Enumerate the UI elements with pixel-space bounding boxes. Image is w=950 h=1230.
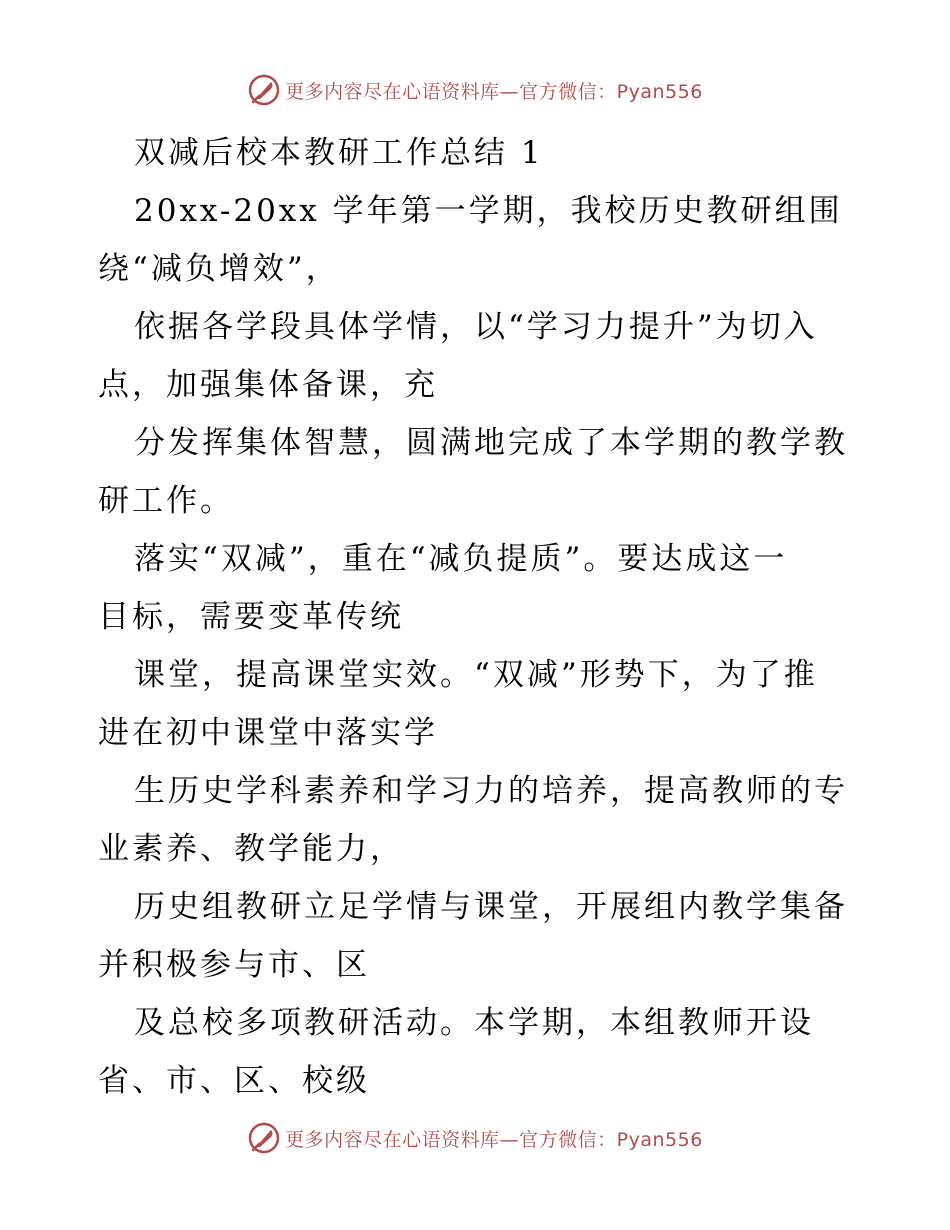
footer-banner-text: 更多内容尽在心语资料库—官方微信：Pyan556 — [285, 1128, 703, 1151]
header-banner — [0, 70, 950, 110]
paragraph-line: 进在初中课堂中落实学 — [98, 715, 438, 751]
paragraph-line: 分发挥集体智慧，圆满地完成了本学期的教学教 — [134, 425, 848, 461]
paragraph-line: 课堂，提高课堂实效。“双减”形势下，为了推 — [134, 657, 818, 693]
paragraph-line: 及总校多项教研活动。本学期，本组教师开设 — [134, 1005, 814, 1041]
paragraph-line: 目标，需要变革传统 — [98, 599, 404, 635]
paragraph-line: 依据各学段具体学情，以“学习力提升”为切入 — [134, 309, 818, 345]
paragraph-line: 省、市、区、校级 — [98, 1063, 370, 1099]
paragraph-line: 落实“双减”，重在“减负提质”。要达成这一 — [134, 541, 788, 577]
paragraph-line: 并积极参与市、区 — [98, 947, 370, 983]
paragraph-line: 20xx-20xx 学年第一学期，我校历史教研组围 — [134, 193, 843, 229]
paragraph-line: 点，加强集体备课，充 — [98, 367, 438, 403]
feather-quill-logo-icon — [247, 1121, 281, 1155]
paragraph-line: 历史组教研立足学情与课堂，开展组内教学集备 — [134, 889, 848, 925]
feather-quill-logo-icon — [247, 73, 281, 107]
paragraph-line: 业素养、教学能力， — [98, 831, 404, 867]
document-title: 双减后校本教研工作总结 1 — [134, 135, 544, 171]
paragraph-line: 绕“减负增效”， — [98, 251, 340, 287]
document-body — [98, 124, 858, 1110]
paragraph-line: 研工作。 — [98, 483, 234, 519]
footer-banner — [0, 1118, 950, 1158]
paragraph-line: 生历史学科素养和学习力的培养，提高教师的专 — [134, 773, 848, 809]
header-banner-text: 更多内容尽在心语资料库—官方微信：Pyan556 — [285, 80, 703, 103]
